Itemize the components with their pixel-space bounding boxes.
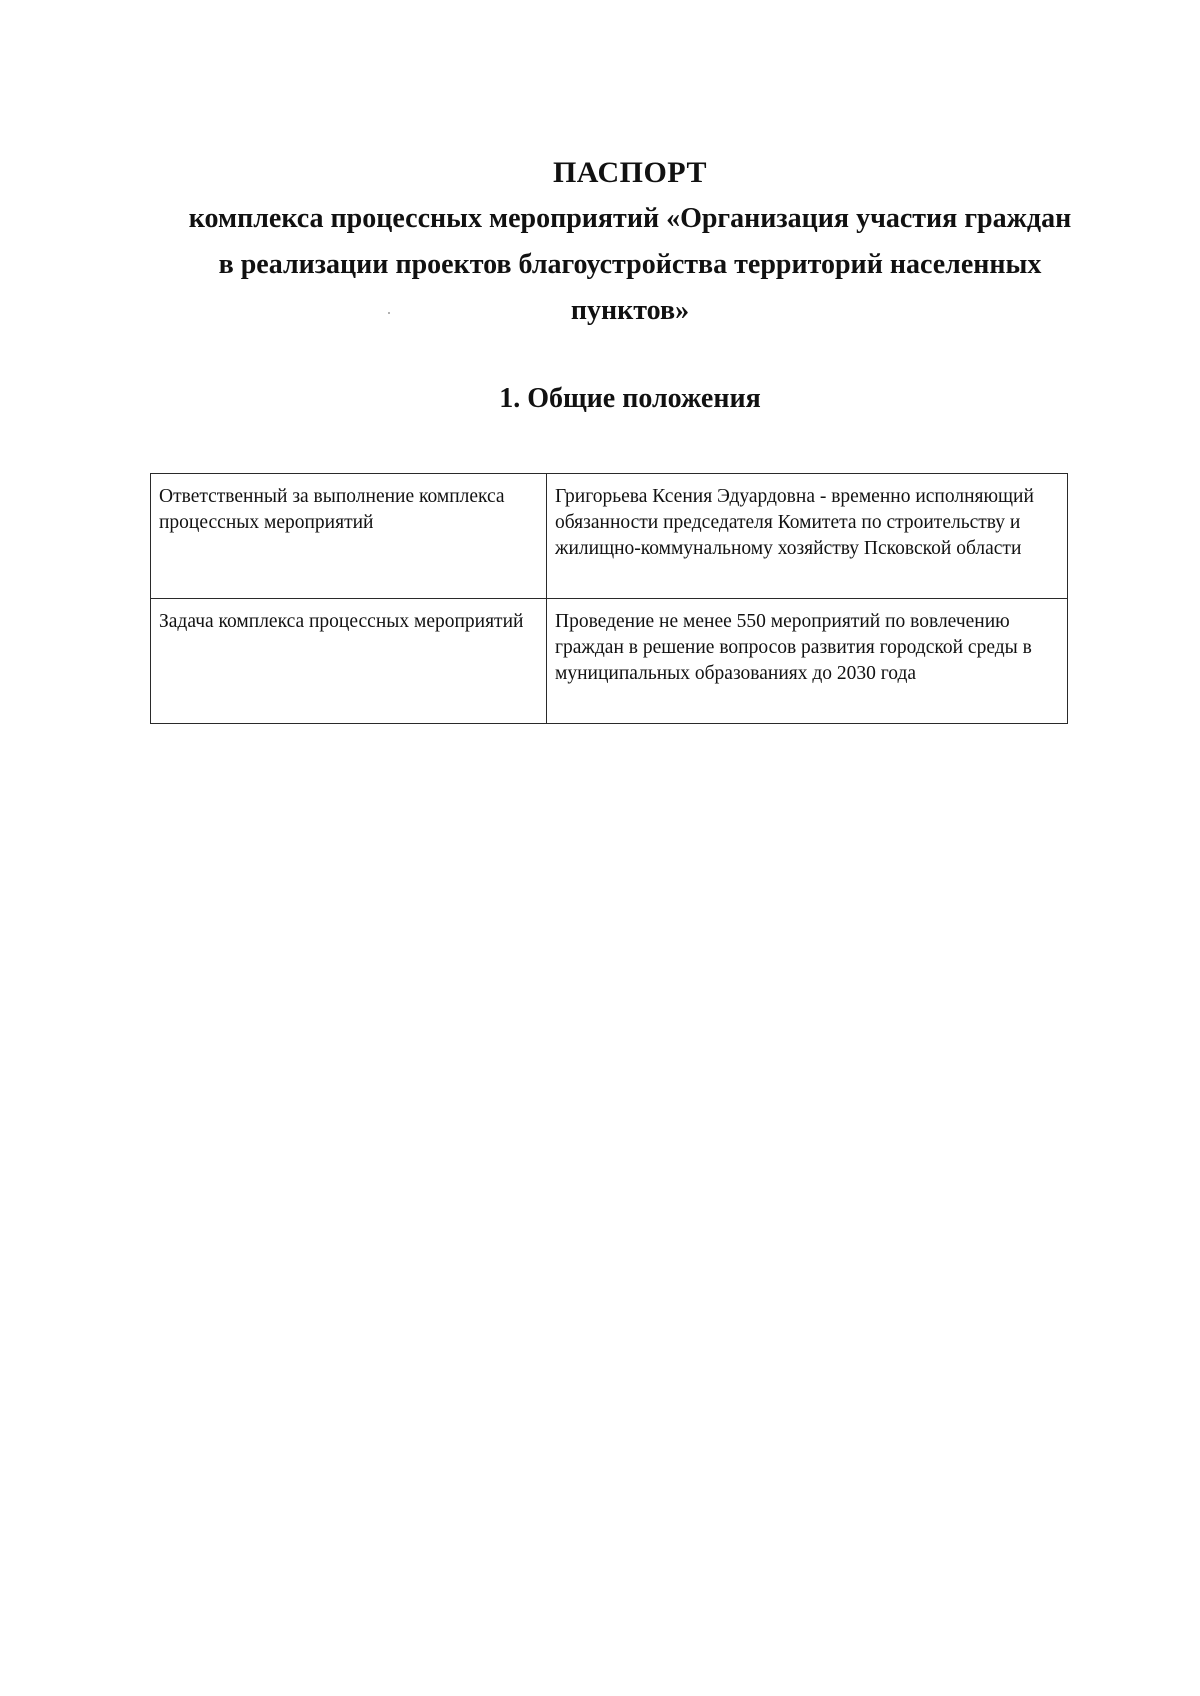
table-row: [151, 474, 1068, 599]
section-heading: 1. Общие положения: [499, 383, 761, 414]
scan-speck: [388, 312, 390, 314]
row-label-responsible: Ответственный за выполнение комплекса процессных мероприятий: [151, 474, 547, 599]
document-subtitle: комплекса процессных мероприятий «Организация участия граждан в реализации проектов благоустройства территорий населенных пунктов»: [188, 203, 1072, 326]
document-title: ПАСПОРТ: [552, 156, 708, 189]
table-row: [151, 599, 1068, 724]
row-label-task: Задача комплекса процессных мероприятий: [151, 599, 547, 724]
general-provisions-table: [150, 473, 1068, 724]
row-value-responsible: Григорьева Ксения Эдуардовна - временно исполняющий обязанности председателя Комитета по строительству и жилищно-коммунальному хозяйству Псковской области: [547, 474, 1068, 599]
row-value-task: Проведение не менее 550 мероприятий по вовлечению граждан в решение вопросов развития городской среды в муниципальных образованиях до 2030 года: [547, 599, 1068, 724]
